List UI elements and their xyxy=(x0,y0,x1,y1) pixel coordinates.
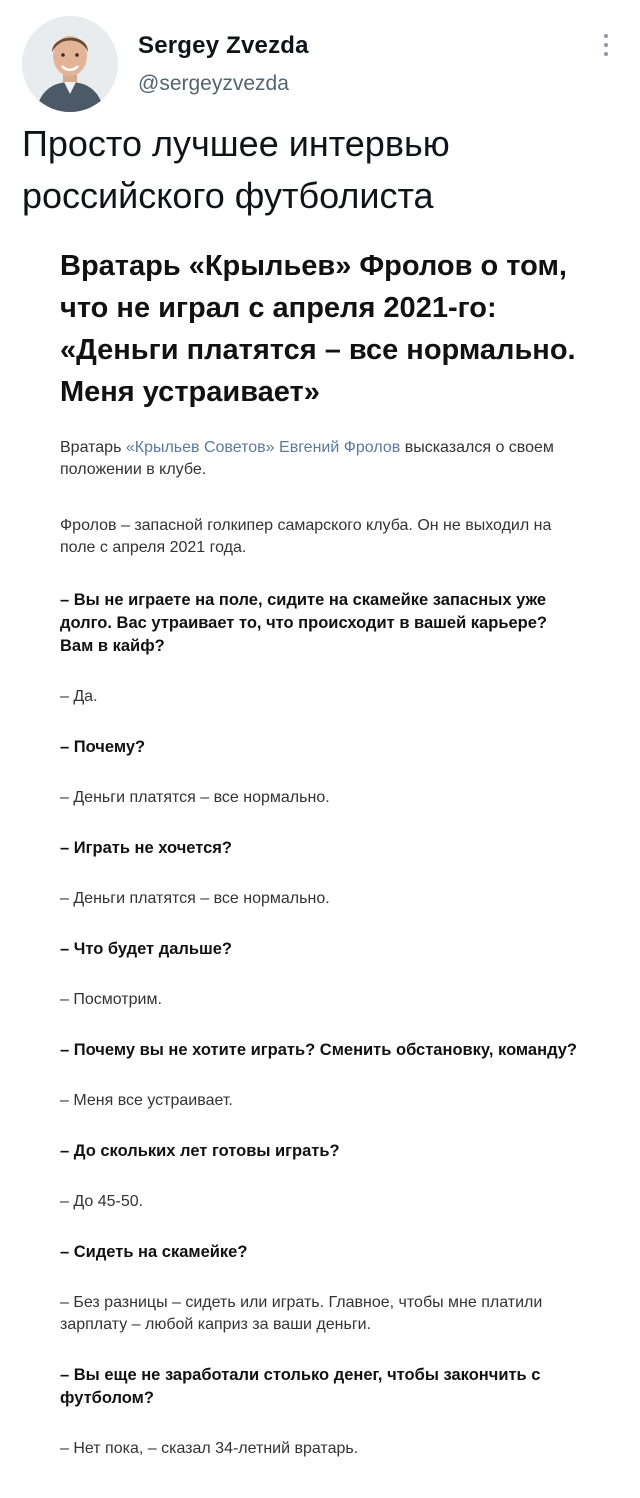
avatar-image xyxy=(22,16,118,112)
answer: – Деньги платятся – все нормально. xyxy=(60,890,330,907)
author-handle[interactable]: @sergeyzvezda xyxy=(138,72,289,95)
question: – Вы еще не заработали столько денег, чтобы закончить с футболом? xyxy=(60,1366,541,1407)
more-options-icon[interactable] xyxy=(596,30,616,60)
article-title: Вратарь «Крыльев» Фролов о том, что не играл с апреля 2021-го: «Деньги платятся – все нормально. Меня устраивает» xyxy=(60,250,576,408)
lead-link-player: Евгений Фролов xyxy=(279,439,401,456)
article-lead xyxy=(60,437,580,481)
question: – Почему? xyxy=(60,738,146,756)
question: – До скольких лет готовы играть? xyxy=(60,1142,340,1160)
answer: – Да. xyxy=(60,688,98,705)
tweet-text: Просто лучшее интервью российского футболиста xyxy=(22,123,450,216)
article-intro: Фролов – запасной голкипер самарского клуба. Он не выходил на поле с апреля 2021 года. xyxy=(60,517,552,556)
answer: – Меня все устраивает. xyxy=(60,1092,233,1109)
lead-prefix: Вратарь xyxy=(60,439,126,456)
answer: – Нет пока, – сказал 34-летний вратарь. xyxy=(60,1440,359,1457)
question: – Почему вы не хотите играть? Сменить обстановку, команду? xyxy=(60,1041,577,1059)
author-name[interactable]: Sergey Zvezda xyxy=(138,32,309,59)
lead-suffix: высказался о своем положении в клубе. xyxy=(60,439,554,478)
article-image xyxy=(60,245,580,1488)
question: – Что будет дальше? xyxy=(60,940,233,958)
answer: – До 45-50. xyxy=(60,1193,144,1210)
lead-link-club: «Крыльев Советов» xyxy=(125,439,275,456)
tweet-header xyxy=(0,0,640,120)
question: – Вы не играете на поле, сидите на скамейке запасных уже долго. Вас утраивает то, что происходит в вашей карьере? Вам в кайф? xyxy=(60,591,547,655)
answer: – Без разницы – сидеть или играть. Главное, чтобы мне платили зарплату – любой каприз за ваши деньги. xyxy=(60,1294,543,1333)
question: – Играть не хочется? xyxy=(60,839,233,857)
question: – Сидеть на скамейке? xyxy=(60,1243,248,1261)
avatar[interactable] xyxy=(22,16,118,112)
answer: – Деньги платятся – все нормально. xyxy=(60,789,330,806)
answer: – Посмотрим. xyxy=(60,991,162,1008)
